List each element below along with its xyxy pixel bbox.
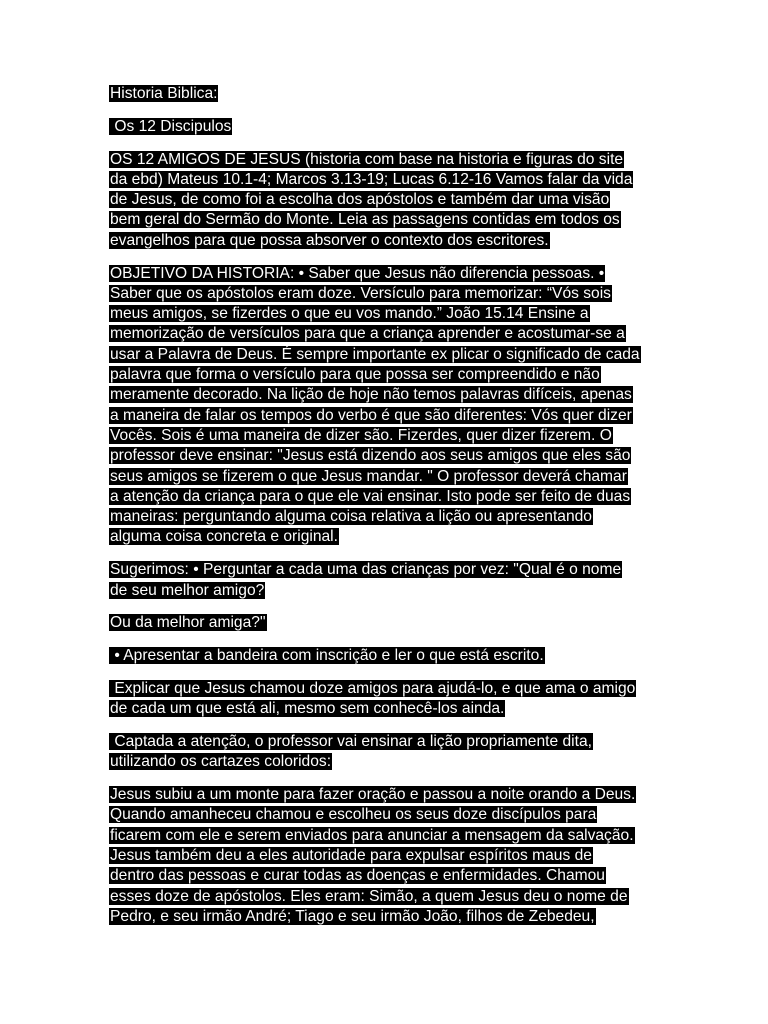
text-line (109, 752, 659, 772)
text-line (109, 284, 659, 304)
text-paragraph (109, 785, 659, 927)
text-line (109, 646, 659, 666)
text-line (109, 324, 659, 344)
text-paragraph (109, 117, 659, 137)
highlighted-text: meramente decorado. Na lição de hoje não temos palavras difíceis, apenas (110, 386, 632, 404)
highlighted-text: palavra que forma o versículo para que possa ser compreendido e não (110, 366, 600, 384)
highlighted-text: Os 12 Discipulos (110, 117, 232, 135)
text-paragraph (109, 646, 659, 666)
highlighted-text: dentro das pessoas e curar todas as doenças e enfermidades. Chamou (110, 867, 605, 885)
text-paragraph (109, 732, 659, 773)
text-line (109, 527, 659, 547)
highlighted-text: seus amigos se fizerem o que Jesus mandar. " O professor deverá chamar (110, 467, 627, 485)
highlighted-text: evangelhos para que possa absorver o contexto dos escritores. (110, 231, 549, 249)
text-line (109, 426, 659, 446)
highlighted-text: maneiras: perguntando alguma coisa relativa a lição ou apresentando (110, 508, 592, 526)
highlighted-text: Captada a atenção, o professor vai ensinar a lição propriamente dita, (110, 733, 592, 751)
highlighted-text: de Jesus, de como foi a escolha dos apóstolos e também dar uma visão (110, 191, 610, 209)
text-line (109, 304, 659, 324)
highlighted-text: Quando amanheceu chamou e escolheu os seus doze discípulos para (110, 806, 597, 824)
highlighted-text: a maneira de falar os tempos do verbo é que são diferentes: Vós quer dizer (110, 406, 632, 424)
text-line (109, 785, 659, 805)
highlighted-text: Jesus também deu a eles autoridade para expulsar espíritos maus de (110, 847, 592, 864)
text-paragraph (109, 264, 659, 548)
text-line (109, 365, 659, 385)
text-line (109, 170, 659, 190)
text-paragraph (109, 84, 659, 104)
text-line (109, 150, 659, 170)
document-page (109, 84, 659, 940)
text-line (109, 487, 659, 507)
text-line (109, 907, 659, 927)
highlighted-text: alguma coisa concreta e original. (110, 528, 338, 546)
highlighted-text: de seu melhor amigo? (110, 581, 265, 599)
text-paragraph (109, 150, 659, 251)
text-line (109, 887, 659, 907)
text-line (109, 826, 659, 846)
text-line (109, 699, 659, 719)
highlighted-text: utilizando os cartazes coloridos: (110, 753, 332, 771)
highlighted-text: • Apresentar a bandeira com inscrição e ler o que está escrito. (110, 647, 544, 665)
highlighted-text: professor deve ensinar: "Jesus está dizendo aos seus amigos que eles são (110, 447, 631, 465)
text-line (109, 84, 659, 104)
text-line (109, 581, 659, 601)
text-line (109, 264, 659, 284)
highlighted-text: OS 12 AMIGOS DE JESUS (historia com base na historia e figuras do site (110, 150, 624, 168)
text-paragraph (109, 613, 659, 633)
highlighted-text: Vocês. Sois é uma maneira de dizer são. Fizerdes, quer dizer fizerem. O (110, 426, 612, 444)
highlighted-text: de cada um que está ali, mesmo sem conhecê-los ainda. (110, 700, 505, 718)
highlighted-text: Historia Biblica: (110, 85, 218, 102)
highlighted-text: a atenção da criança para o que ele vai ensinar. Isto pode ser feito de duas (110, 487, 631, 505)
highlighted-text: OBJETIVO DA HISTORIA: • Saber que Jesus não diferencia pessoas. • (110, 264, 605, 282)
text-line (109, 846, 659, 866)
highlighted-text: Jesus subiu a um monte para fazer oração e passou a noite orando a Deus. (110, 786, 636, 804)
text-line (109, 231, 659, 251)
text-line (109, 446, 659, 466)
text-line (109, 385, 659, 405)
highlighted-text: Saber que os apóstolos eram doze. Versículo para memorizar: “Vós sois (110, 284, 611, 302)
highlighted-text: meus amigos, se fizerdes o que eu vos mando.” João 15.14 Ensine a (110, 305, 589, 323)
text-line (109, 406, 659, 426)
highlighted-text: Ou da melhor amiga?" (110, 614, 266, 632)
highlighted-text: usar a Palavra de Deus. É sempre importante ex plicar o significado de cada (110, 345, 640, 363)
text-line (109, 732, 659, 752)
text-line (109, 507, 659, 527)
text-line (109, 467, 659, 487)
highlighted-text: Sugerimos: • Perguntar a cada uma das crianças por vez: "Qual é o nome (110, 561, 622, 579)
text-line (109, 805, 659, 825)
text-line (109, 117, 659, 137)
text-line (109, 866, 659, 886)
text-paragraph (109, 560, 659, 601)
text-line (109, 679, 659, 699)
highlighted-text: memorização de versículos para que a criança aprender e acostumar-se a (110, 325, 625, 343)
text-paragraph (109, 679, 659, 720)
text-line (109, 613, 659, 633)
text-line (109, 345, 659, 365)
text-line (109, 190, 659, 210)
highlighted-text: Pedro, e seu irmão André; Tiago e seu irmão João, filhos de Zebedeu, (110, 907, 595, 925)
highlighted-text: da ebd) Mateus 10.1-4; Marcos 3.13-19; Lucas 6.12-16 Vamos falar da vida (110, 170, 633, 188)
text-line (109, 560, 659, 580)
highlighted-text: bem geral do Sermão do Monte. Leia as passagens contidas em todos os (110, 211, 620, 229)
text-line (109, 210, 659, 230)
highlighted-text: ficarem com ele e serem enviados para anunciar a mensagem da salvação. (110, 826, 634, 844)
highlighted-text: Explicar que Jesus chamou doze amigos para ajudá-lo, e que ama o amigo (110, 679, 636, 697)
highlighted-text: esses doze de apóstolos. Eles eram: Simão, a quem Jesus deu o nome de (110, 887, 628, 905)
